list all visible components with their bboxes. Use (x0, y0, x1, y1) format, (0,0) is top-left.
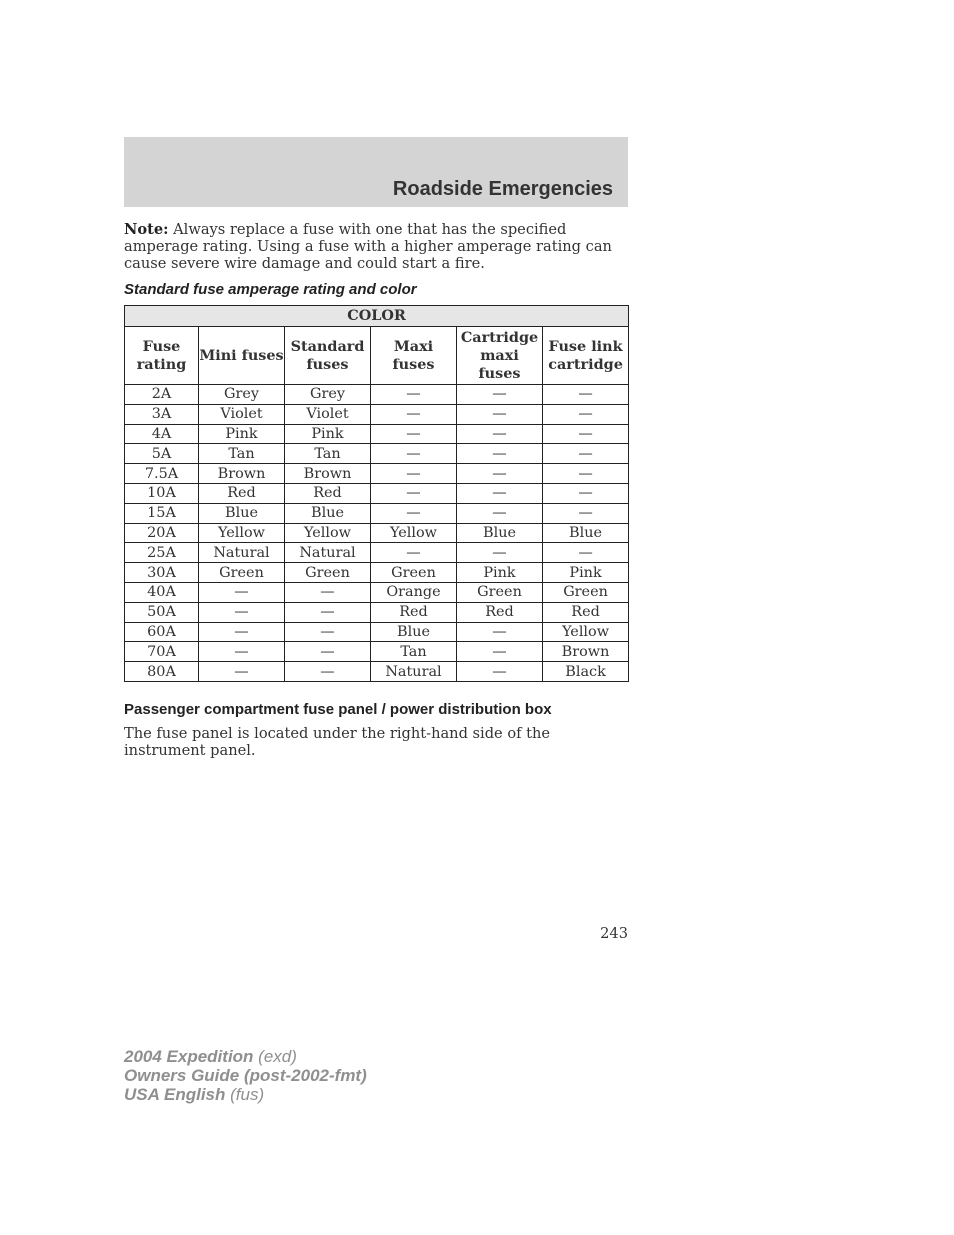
table-cell: — (371, 464, 457, 484)
table-cell: Tan (371, 642, 457, 662)
table-cell: Yellow (285, 523, 371, 543)
table-cell: Black (543, 662, 629, 682)
table-cell: Green (543, 582, 629, 602)
table-cell: — (285, 662, 371, 682)
table-row (125, 543, 629, 563)
table-cell: Tan (199, 444, 285, 464)
table-row (125, 424, 629, 444)
table-cell: Pink (543, 563, 629, 583)
table-row (125, 642, 629, 662)
footer-line-1 (124, 1047, 367, 1066)
column-header: Fuse rating (125, 327, 199, 385)
table-cell: Brown (543, 642, 629, 662)
table-cell: Green (457, 582, 543, 602)
table-cell: Natural (371, 662, 457, 682)
table-cell: — (457, 404, 543, 424)
page-number: 243 (600, 925, 628, 942)
table-row (125, 602, 629, 622)
table-cell: — (371, 404, 457, 424)
table-cell: Natural (285, 543, 371, 563)
table-cell: 15A (125, 503, 199, 523)
table-cell: Pink (199, 424, 285, 444)
table-cell: — (285, 602, 371, 622)
footer-language-code: (fus) (230, 1085, 265, 1104)
table-cell: 60A (125, 622, 199, 642)
table-cell: — (285, 582, 371, 602)
table-cell: Orange (371, 582, 457, 602)
table-cell: 4A (125, 424, 199, 444)
fuse-panel-location-text: The fuse panel is located under the right-hand side of the instrument panel. (124, 725, 551, 759)
column-header: Cartridge maxi fuses (457, 327, 543, 385)
table-cell: — (543, 503, 629, 523)
table-cell: 30A (125, 563, 199, 583)
table-cell: — (543, 444, 629, 464)
table-group-header-row (125, 306, 629, 327)
table-row (125, 503, 629, 523)
table-cell: Brown (199, 464, 285, 484)
table-row (125, 523, 629, 543)
table-cell: Violet (199, 404, 285, 424)
table-cell: Yellow (543, 622, 629, 642)
table-row (125, 404, 629, 424)
table-cell: Blue (457, 523, 543, 543)
table-cell: — (543, 385, 629, 405)
footer-model: 2004 Expedition (124, 1047, 254, 1066)
table-cell: Green (371, 563, 457, 583)
table-row (125, 662, 629, 682)
footer-line-3 (124, 1085, 367, 1104)
section-header-band (124, 137, 628, 207)
table-row (125, 563, 629, 583)
section-title: Roadside Emergencies (392, 178, 613, 200)
table-cell: — (457, 642, 543, 662)
note-label: Note: (124, 221, 169, 238)
footer-guide: Owners Guide (post-2002-fmt) (124, 1066, 367, 1085)
table-cell: — (543, 404, 629, 424)
table-row (125, 582, 629, 602)
table-cell: Blue (285, 503, 371, 523)
table-cell: Natural (199, 543, 285, 563)
table-column-header-row (125, 327, 629, 385)
footer-line-2 (124, 1066, 367, 1085)
table-cell: Grey (285, 385, 371, 405)
table-row (125, 464, 629, 484)
table-cell: — (371, 543, 457, 563)
table-cell: Tan (285, 444, 371, 464)
table-cell: — (285, 642, 371, 662)
document-footer (124, 1047, 367, 1104)
table-cell: Pink (457, 563, 543, 583)
table-cell: Green (285, 563, 371, 583)
table-cell: — (543, 543, 629, 563)
table-cell: — (199, 582, 285, 602)
table-body (125, 385, 629, 682)
table-cell: — (457, 483, 543, 503)
table-cell: Yellow (371, 523, 457, 543)
table-row (125, 622, 629, 642)
table-cell: 50A (125, 602, 199, 622)
table-cell: — (285, 622, 371, 642)
fuse-panel-heading: Passenger compartment fuse panel / power distribution box (124, 701, 552, 718)
table-cell: — (199, 622, 285, 642)
table-cell: Brown (285, 464, 371, 484)
table-cell: — (457, 622, 543, 642)
note-text: Always replace a fuse with one that has the specified amperage rating. Using a fuse with a higher amperage rating can cause severe wire damage and could start a fire. (124, 221, 612, 272)
table-cell: — (199, 602, 285, 622)
table-cell: Grey (199, 385, 285, 405)
table-row (125, 483, 629, 503)
table-cell: Yellow (199, 523, 285, 543)
table-cell: Red (371, 602, 457, 622)
color-group-header: COLOR (125, 306, 629, 327)
table-cell: — (543, 424, 629, 444)
footer-language: USA English (124, 1085, 226, 1104)
table-cell: — (457, 385, 543, 405)
table-cell: Red (199, 483, 285, 503)
table-cell: 70A (125, 642, 199, 662)
fuse-color-table (124, 305, 629, 682)
table-cell: — (371, 444, 457, 464)
table-cell: Blue (543, 523, 629, 543)
table-cell: — (457, 543, 543, 563)
table-cell: — (457, 503, 543, 523)
table-cell: — (457, 464, 543, 484)
table-cell: Red (457, 602, 543, 622)
table-cell: 20A (125, 523, 199, 543)
table-cell: 80A (125, 662, 199, 682)
column-header: Mini fuses (199, 327, 285, 385)
table-cell: 3A (125, 404, 199, 424)
column-header: Maxi fuses (371, 327, 457, 385)
table-cell: — (457, 424, 543, 444)
table-cell: — (371, 503, 457, 523)
table-cell: — (199, 642, 285, 662)
table-cell: Blue (199, 503, 285, 523)
table-cell: Green (199, 563, 285, 583)
table-cell: 2A (125, 385, 199, 405)
table-cell: — (543, 483, 629, 503)
table-cell: Pink (285, 424, 371, 444)
table-cell: — (199, 662, 285, 682)
table-heading: Standard fuse amperage rating and color (124, 281, 417, 298)
table-cell: Red (285, 483, 371, 503)
table-cell: — (457, 444, 543, 464)
column-header: Fuse link cartridge (543, 327, 629, 385)
column-header: Standard fuses (285, 327, 371, 385)
note-paragraph (124, 221, 628, 272)
table-cell: 7.5A (125, 464, 199, 484)
table-cell: — (457, 662, 543, 682)
table-cell: — (371, 385, 457, 405)
footer-model-code: (exd) (258, 1047, 297, 1066)
table-row (125, 444, 629, 464)
table-cell: — (371, 483, 457, 503)
table-cell: 10A (125, 483, 199, 503)
table-cell: Red (543, 602, 629, 622)
table-cell: — (371, 424, 457, 444)
table-row (125, 385, 629, 405)
table-cell: 25A (125, 543, 199, 563)
table-cell: 5A (125, 444, 199, 464)
table-cell: 40A (125, 582, 199, 602)
table-cell: Blue (371, 622, 457, 642)
table-cell: — (543, 464, 629, 484)
table-cell: Violet (285, 404, 371, 424)
